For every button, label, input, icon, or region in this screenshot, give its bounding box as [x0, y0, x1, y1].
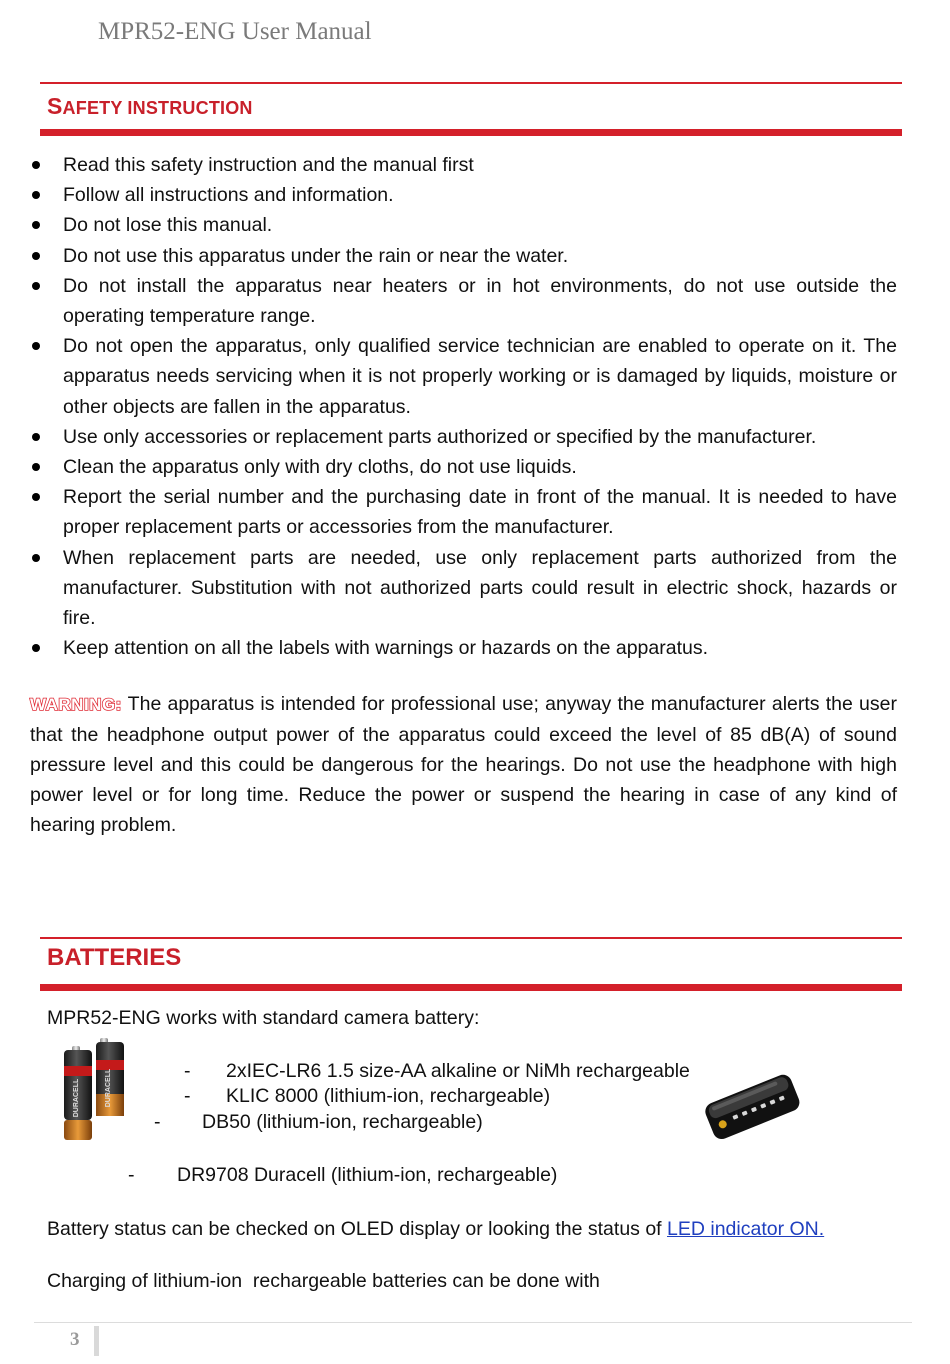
bullet-icon	[32, 342, 40, 350]
list-item: Do not install the apparatus near heaters or in hot environments, do not use outside the operating temperature range.	[30, 271, 897, 331]
battery-option-1: KLIC 8000 (lithium-ion, rechargeable)	[226, 1085, 551, 1107]
battery-dash-1: -	[184, 1085, 191, 1107]
bullet-icon	[32, 463, 40, 471]
battery-option-2: DB50 (lithium-ion, rechargeable)	[202, 1111, 483, 1133]
bullet-icon	[32, 554, 40, 562]
list-item: Do not lose this manual.	[30, 210, 897, 240]
battery-status-text: Battery status can be checked on OLED display or looking the status of	[47, 1218, 668, 1240]
bullet-icon	[32, 282, 40, 290]
battery-option-0: 2xIEC-LR6 1.5 size-AA alkaline or NiMh rechargeable	[226, 1060, 690, 1082]
bullet-icon	[32, 161, 40, 169]
footer-bar	[94, 1326, 99, 1356]
safety-list	[30, 150, 897, 663]
document-header-title: MPR52-ENG User Manual	[98, 18, 372, 45]
section-rule-bottom	[40, 984, 902, 991]
bullet-icon	[32, 433, 40, 441]
warning-paragraph	[30, 689, 897, 840]
warning-text: The apparatus is intended for professional use; anyway the manufacturer alerts the user that the headphone output power of the apparatus could exceed the level of 85 dB(A) of sound pressure level and this could be dangerous for the hearings. Do not use the headphone with high power level or for long time. Reduce the power or suspend the hearing in case of any kind of hearing problem.	[30, 693, 897, 836]
list-item: Clean the apparatus only with dry cloths, do not use liquids.	[30, 452, 897, 482]
battery-dash-0: -	[184, 1060, 191, 1082]
charging-paragraph: Charging of lithium-ion rechargeable batteries can be done with	[47, 1270, 600, 1292]
section-rule-bottom	[40, 129, 902, 136]
list-item: Follow all instructions and information.	[30, 180, 897, 210]
list-item: Do not open the apparatus, only qualified service technician are enabled to operate on it. The apparatus needs servicing when it is not properly working or is damaged by liquids, moisture or other objects are fallen in the apparatus.	[30, 331, 897, 422]
battery-status-paragraph	[47, 1218, 824, 1241]
footer-rule	[34, 1322, 912, 1323]
bullet-icon	[32, 493, 40, 501]
list-item: Use only accessories or replacement parts authorized or specified by the manufacturer.	[30, 422, 897, 452]
section-title-batteries: BATTERIES	[47, 944, 182, 971]
title-initial: S	[47, 93, 63, 119]
title-rest: AFETY INSTRUCTION	[62, 98, 253, 118]
section-title-safety	[47, 93, 253, 120]
bullet-icon	[32, 191, 40, 199]
section-rule-top	[40, 82, 902, 84]
list-item: Read this safety instruction and the manual first	[30, 150, 897, 180]
battery-pack-icon	[700, 1068, 804, 1144]
aa-batteries-icon	[56, 1036, 132, 1144]
svg-text:DURACELL: DURACELL	[105, 1068, 112, 1108]
list-item: When replacement parts are needed, use only replacement parts authorized from the manufacturer. Substitution with not authorized parts could result in electric shock, hazards or fire.	[30, 543, 897, 634]
list-item: Keep attention on all the labels with warnings or hazards on the apparatus.	[30, 633, 897, 663]
section-rule-top	[40, 937, 902, 939]
battery-option-3: DR9708 Duracell (lithium-ion, rechargeable)	[177, 1164, 558, 1186]
bullet-icon	[32, 221, 40, 229]
battery-dash-2: -	[154, 1111, 161, 1133]
list-item: Report the serial number and the purchasing date in front of the manual. It is needed to have proper replacement parts or accessories from the manufacturer.	[30, 482, 897, 542]
aa-batteries-image	[56, 1036, 132, 1144]
list-item: Do not use this apparatus under the rain or near the water.	[30, 241, 897, 271]
page-number: 3	[70, 1329, 80, 1350]
svg-text:DURACELL: DURACELL	[73, 1078, 80, 1118]
battery-dash-3: -	[128, 1164, 135, 1186]
warning-label: WARNING:	[30, 695, 122, 714]
batteries-intro: MPR52-ENG works with standard camera battery:	[47, 1007, 480, 1029]
bullet-icon	[32, 644, 40, 652]
lithium-battery-image	[700, 1068, 804, 1144]
led-indicator-link[interactable]: LED indicator ON.	[667, 1218, 825, 1240]
bullet-icon	[32, 252, 40, 260]
